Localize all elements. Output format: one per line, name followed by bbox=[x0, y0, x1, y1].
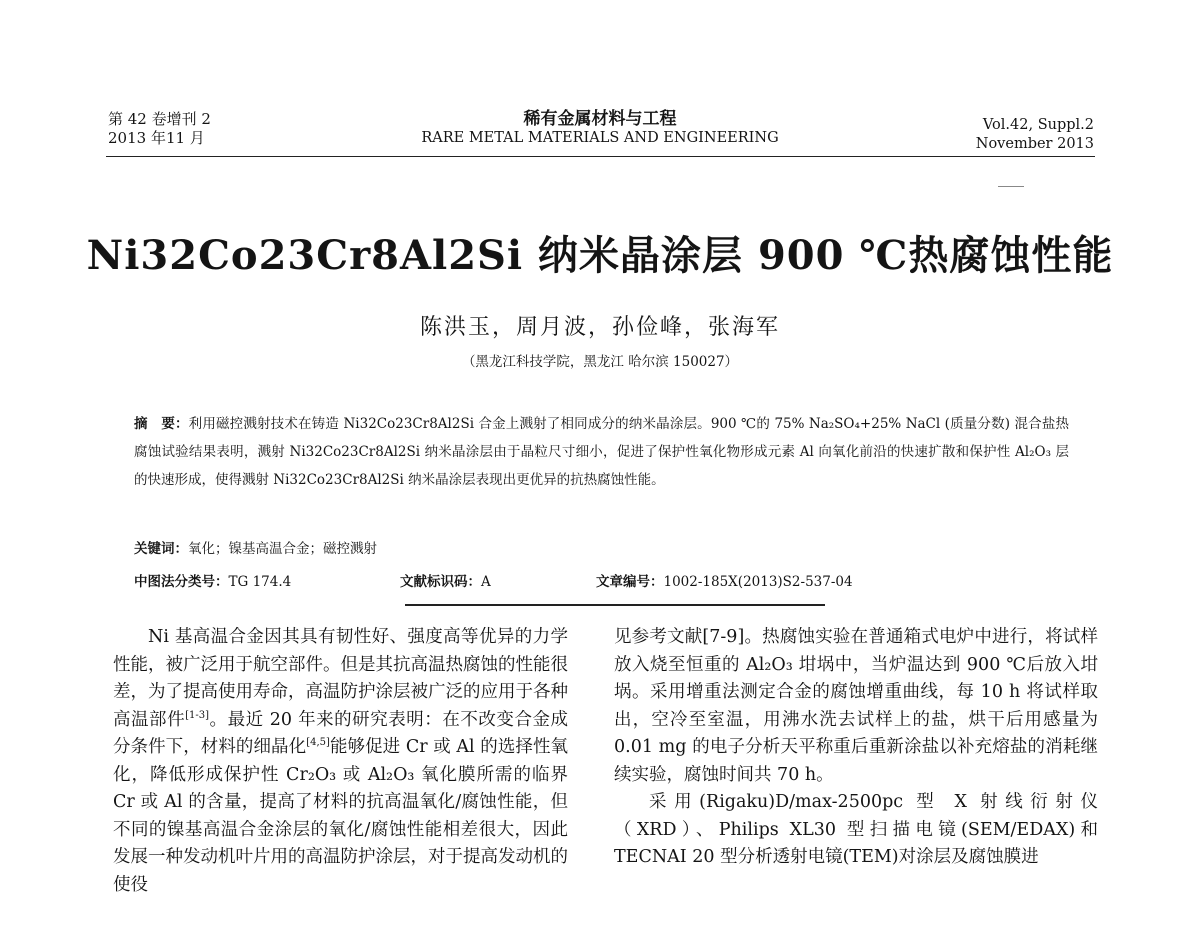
body-text: Ni 基高温合金因其具有韧性好、强度高等优异的力学性能，被广泛用于航空部件。但是其抗高温热腐蚀的性能很差，为了提高使用寿命，高温防护涂层被广泛的应用于各种高温部件 bbox=[113, 627, 568, 730]
header-volume-en: Vol.42, Suppl.2 bbox=[982, 117, 1094, 133]
header-volume-en-block bbox=[976, 116, 1094, 154]
abstract bbox=[134, 410, 1069, 494]
abstract-divider bbox=[405, 604, 825, 606]
citation-ref: [4,5] bbox=[306, 737, 330, 749]
header-volume-cn: 第 42 卷 bbox=[108, 110, 167, 128]
body-column-right bbox=[614, 624, 1098, 872]
clc-code bbox=[134, 570, 291, 590]
keywords-label: 关键词： bbox=[134, 541, 188, 557]
keywords-text: 氧化；镍基高温合金；磁控溅射 bbox=[188, 541, 377, 557]
header-year-cn: 2013 年 bbox=[108, 129, 166, 147]
doc-label: 文献标识码： bbox=[400, 574, 481, 590]
clc-value: TG 174.4 bbox=[228, 574, 292, 590]
citation-ref: [1-3] bbox=[185, 709, 210, 721]
article-number bbox=[596, 570, 853, 590]
article-number-value: 1002-185X(2013)S2-537-04 bbox=[663, 574, 853, 590]
header-mark bbox=[998, 186, 1024, 187]
body-text: 能够促进 Cr 或 Al 的选择性氧化，降低形成保护性 Cr₂O₃ 或 Al₂O₃ 氧化膜所需的临界 Cr 或 Al 的含量，提高了材料的抗高温氧化/腐蚀性能，但不同的镍基高温合金涂层的氧化/腐蚀性能相差很大，因此发展一种发动机叶片用的高温防护涂层，对于提高发动机的使役 bbox=[113, 737, 569, 895]
journal-title-cn: 稀有金属材料与工程 bbox=[523, 109, 677, 129]
journal-title-en: RARE METAL MATERIALS AND ENGINEERING bbox=[421, 130, 779, 146]
body-paragraph: 采用(Rigaku)D/max-2500pc 型 X 射线衍射仪（XRD）、Philips XL30 型扫描电镜(SEM/EDAX)和 TECNAI 20 型分析透射电镜(TEM)对涂层及腐蚀膜进 bbox=[614, 792, 1098, 867]
doc-value: A bbox=[481, 574, 491, 590]
body-paragraph: 见参考文献[7-9]。热腐蚀实验在普通箱式电炉中进行，将试样放入烧至恒重的 Al₂O₃ 坩埚中，当炉温达到 900 ℃后放入坩埚。采用增重法测定合金的腐蚀增重曲线，每 10 h 将试样取出，空冷至室温，用沸水洗去试样上的盐，烘干后用感量为 0.01 mg 的电子分析天平称重后重新涂盐以补充熔盐的消耗继续实验，腐蚀时间共 70 h。 bbox=[614, 627, 1098, 785]
abstract-label: 摘 要： bbox=[134, 416, 189, 432]
body-text: 。最近 20 年来的研究表明：在不改变合金成分条件下，材料的细晶化 bbox=[113, 709, 568, 757]
paper-authors: 陈洪玉，周月波，孙俭峰，张海军 bbox=[419, 315, 780, 340]
paper-affiliation: （黑龙江科技学院，黑龙江 哈尔滨 150027） bbox=[461, 354, 739, 370]
header-rule bbox=[106, 156, 1095, 157]
keywords bbox=[134, 537, 377, 557]
clc-label: 中图法分类号： bbox=[134, 574, 229, 590]
article-number-label: 文章编号： bbox=[596, 574, 664, 590]
body-paragraph bbox=[113, 624, 568, 899]
abstract-text: 利用磁控溅射技术在铸造 Ni32Co23Cr8Al2Si 合金上溅射了相同成分的纳米晶涂层。900 ℃的 75% Na₂SO₄+25% NaCl (质量分数) 混合盐热腐蚀试验结果表明，溅射 Ni32Co23Cr8Al2Si 纳米晶涂层由于晶粒尺寸细小，促进了保护性氧化物形成元素 Al 向氧化前沿的快速扩散和保护性 Al₂O₃ 层的快速形成，使得溅射 Ni32Co23Cr8Al2Si 纳米晶涂层表现出更优异的抗热腐蚀性能。 bbox=[134, 416, 1069, 488]
header-issue-cn: 增刊 2 bbox=[166, 110, 211, 128]
header-month-cn: 11 月 bbox=[165, 129, 205, 147]
doc-code bbox=[400, 570, 491, 590]
paper-title: Ni32Co23Cr8Al2Si 纳米晶涂层 900 ℃热腐蚀性能 bbox=[86, 232, 1114, 279]
body-column-left bbox=[113, 624, 568, 899]
header-date-en: November 2013 bbox=[975, 136, 1094, 152]
